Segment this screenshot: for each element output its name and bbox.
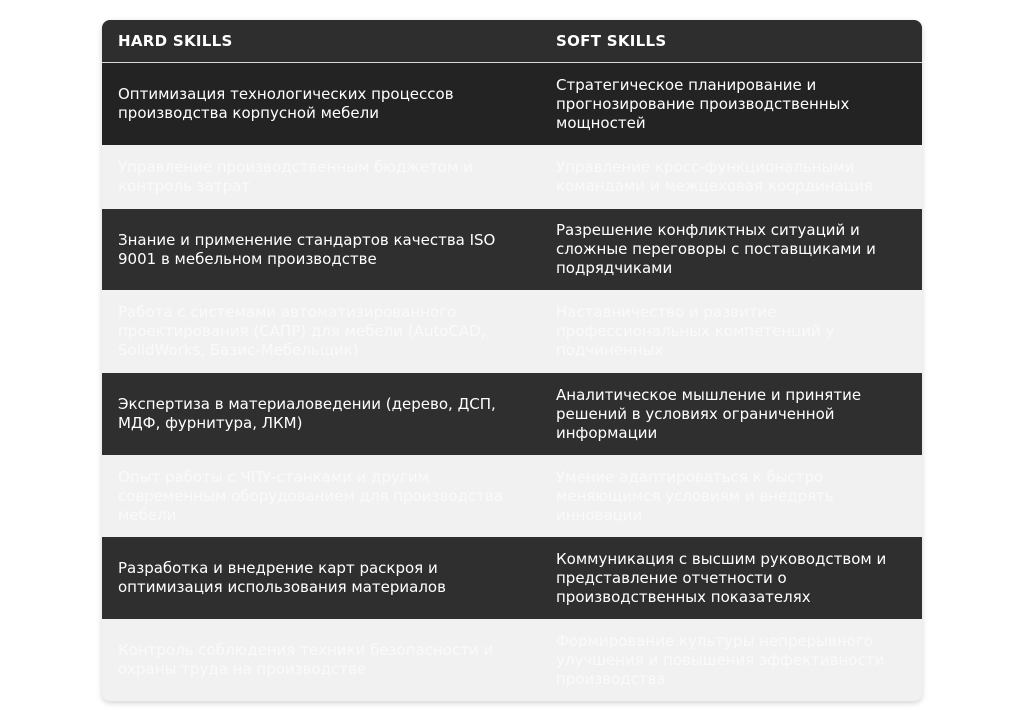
header-hard-skills: HARD SKILLS (118, 31, 233, 50)
table-row (102, 455, 922, 537)
soft-skill-cell: Стратегическое планирование и прогнозирование производственных мощностей (556, 75, 850, 132)
table-row (102, 537, 922, 619)
hard-skill-cell: Управление производственным бюджетом и контроль затрат (118, 158, 473, 195)
soft-skill-cell: Аналитическое мышление и принятие решений в условиях ограниченной информации (556, 385, 862, 442)
table-row (102, 63, 922, 145)
skills-table (102, 20, 922, 701)
hard-skill-cell: Знание и применение стандартов качества ISO 9001 в мебельном производстве (118, 230, 496, 268)
table-row (102, 619, 922, 701)
soft-skill-cell: Умение адаптироваться к быстро меняющимся условиям и внедрять инновации (556, 467, 834, 524)
hard-skill-cell: Работа с системами автоматизированного проектирования (САПР) для мебели (AutoCAD, SolidWorks, Базис-Мебельщик) (118, 303, 486, 359)
soft-skill-cell: Разрешение конфликтных ситуаций и сложные переговоры с поставщиками и подрядчиками (556, 221, 876, 277)
hard-skill-cell: Опыт работы с ЧПУ-станками и другим современным оборудованием для производства мебели (118, 467, 503, 524)
hard-skill-cell: Оптимизация технологических процессов производства корпусной мебели (118, 85, 454, 122)
table-row (102, 373, 922, 455)
header-soft-skills: SOFT SKILLS (556, 31, 667, 50)
table-row (102, 145, 922, 209)
hard-skill-cell: Контроль соблюдения техники безопасности и охраны труда на производстве (118, 641, 494, 678)
soft-skill-cell: Коммуникация с высшим руководством и представление отчетности о производственных показателях (556, 549, 887, 606)
table-row (102, 290, 922, 373)
soft-skill-cell: Управление кросс-функциональными командами и межцеховая координация (556, 158, 873, 195)
table-row (102, 209, 922, 290)
hard-skill-cell: Экспертиза в материаловедении (дерево, ДСП, МДФ, фурнитура, ЛКМ) (118, 395, 496, 432)
soft-skill-cell: Наставничество и развитие профессиональных компетенций у подчиненных (556, 303, 835, 359)
hard-skill-cell: Разработка и внедрение карт раскроя и оптимизация использования материалов (118, 559, 446, 596)
soft-skill-cell: Формирование культуры непрерывного улучшения и повышения эффективности производства (556, 631, 885, 688)
table-header-row (102, 20, 922, 63)
